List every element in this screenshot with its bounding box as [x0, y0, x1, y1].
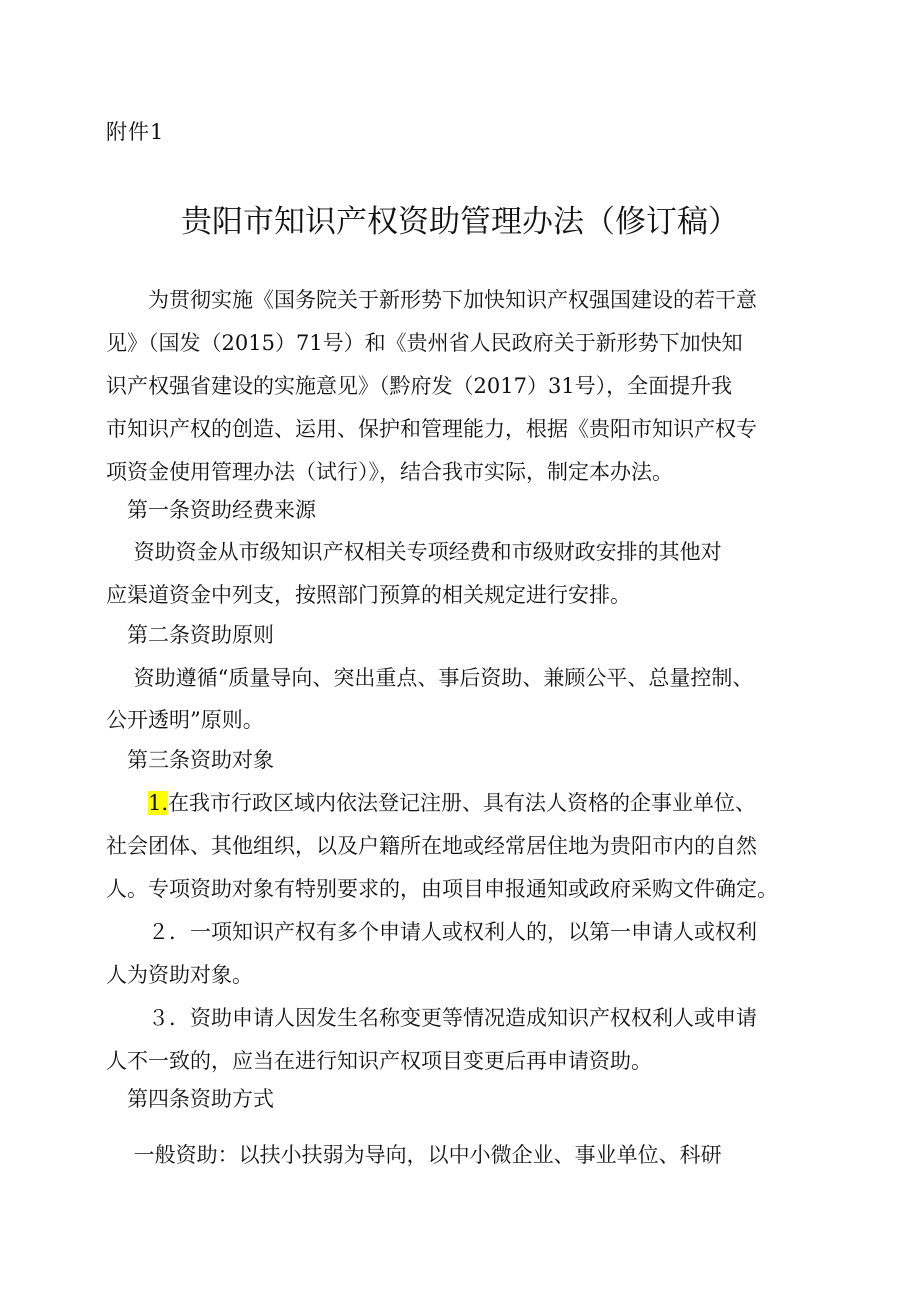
- paragraph-line: 社会团体、其他组织，以及户籍所在地或经常居住地为贵阳市内的自然: [106, 834, 757, 858]
- paragraph-line: ３．资助申请人因发生名称变更等情况造成知识产权权利人或申请: [106, 1006, 757, 1030]
- section-heading: 第二条资助原则: [106, 623, 274, 647]
- paragraph-line: ２．一项知识产权有多个申请人或权利人的，以第一申请人或权利: [106, 920, 757, 944]
- paragraph-line: 人为资助对象。: [106, 963, 253, 987]
- paragraph-line: 应渠道资金中列支，按照部门预算的相关规定进行安排。: [106, 583, 631, 607]
- paragraph-line: 公开透明”原则。: [106, 708, 264, 732]
- section-heading: 第四条资助方式: [106, 1087, 274, 1111]
- paragraph-line: 见》（国发（2015）71号）和《贵州省人民政府关于新形势下加快知: [106, 331, 743, 355]
- attachment-label: 附件1: [106, 120, 165, 144]
- section-heading: 第三条资助对象: [106, 748, 274, 772]
- paragraph-line: 识产权强省建设的实施意见》（黔府发（2017）31号），全面提升我: [106, 374, 733, 398]
- paragraph-line: 资助资金从市级知识产权相关专项经费和市级财政安排的其他对: [106, 540, 722, 564]
- paragraph-line: 人。专项资助对象有特别要求的，由项目申报通知或政府采购文件确定。: [106, 877, 778, 901]
- section-heading: 第一条资助经费来源: [106, 498, 316, 522]
- highlighted-number: 1.: [148, 791, 169, 815]
- paragraph-line: 项资金使用管理办法（试行）》，结合我市实际，制定本办法。: [106, 460, 673, 484]
- paragraph-line: 一般资助：以扶小扶弱为导向，以中小微企业、事业单位、科研: [106, 1143, 722, 1167]
- paragraph-line: 市知识产权的创造、运用、保护和管理能力，根据《贵阳市知识产权专: [106, 417, 757, 441]
- document-title: 贵阳市知识产权资助管理办法（修订稿）: [181, 204, 739, 240]
- paragraph-line: 人不一致的，应当在进行知识产权项目变更后再申请资助。: [106, 1049, 652, 1073]
- paragraph-line: [106, 788, 756, 818]
- paragraph-text: 在我市行政区域内依法登记注册、具有法人资格的企事业单位、: [168, 791, 757, 815]
- paragraph-line: 资助遵循“质量导向、突出重点、事后资助、兼顾公平、总量控制、: [106, 666, 754, 690]
- paragraph-line: 为贯彻实施《国务院关于新形势下加快知识产权强国建设的若干意: [106, 288, 757, 312]
